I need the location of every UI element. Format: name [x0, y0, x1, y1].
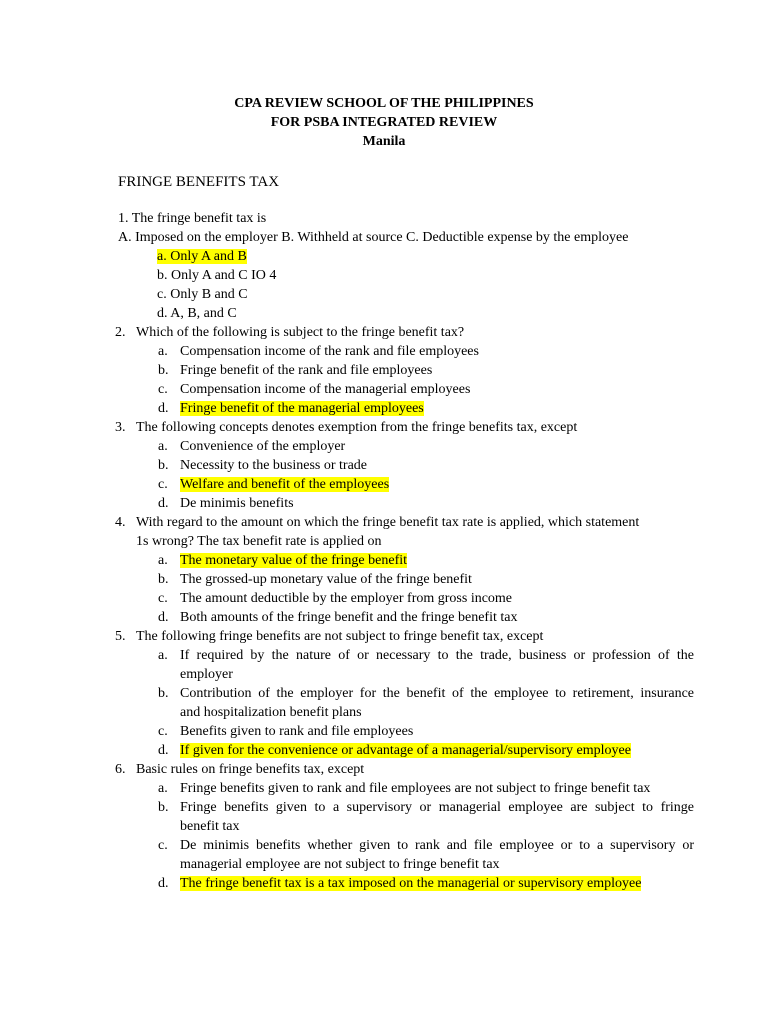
question-5-option-b-letter: b. — [158, 686, 169, 701]
question-2-option-a-letter: a. — [158, 344, 168, 359]
question-3-option-d: De minimis benefits — [180, 496, 294, 511]
answer-highlight: Welfare and benefit of the employees — [180, 477, 390, 492]
question-5-option-c: Benefits given to rank and file employees — [180, 724, 414, 739]
question-6-option-c-letter: c. — [158, 838, 168, 853]
question-6-number: 6. — [115, 762, 126, 777]
question-5-option-d-letter: d. — [158, 743, 169, 758]
question-1-option-d: d. A, B, and C — [157, 306, 237, 321]
question-5-option-a-line2: employer — [180, 667, 233, 682]
question-2-option-c: Compensation income of the managerial employees — [180, 382, 471, 397]
question-4-text-line2: 1s wrong? The tax benefit rate is applied on — [136, 534, 382, 549]
question-4-option-d-letter: d. — [158, 610, 169, 625]
question-1-statements: A. Imposed on the employer B. Withheld at source C. Deductible expense by the employee — [118, 230, 629, 245]
question-4-number: 4. — [115, 515, 126, 530]
question-6-option-b-letter: b. — [158, 800, 169, 815]
question-6-option-c-line2: managerial employee are not subject to fringe benefit tax — [180, 857, 500, 872]
question-4-option-a — [180, 551, 407, 570]
question-3-option-b: Necessity to the business or trade — [180, 458, 368, 473]
question-4-option-c: The amount deductible by the employer from gross income — [180, 591, 513, 606]
question-2-option-b-letter: b. — [158, 363, 169, 378]
question-5-option-b-line1: Contribution of the employer for the benefit of the employee to retirement, insurance — [180, 686, 694, 701]
question-6-option-c-line1: De minimis benefits whether given to rank and file employee or to a supervisory or — [180, 838, 694, 853]
question-5-option-d — [180, 741, 631, 760]
question-3-option-a: Convenience of the employer — [180, 439, 346, 454]
question-6-option-b-line2: benefit tax — [180, 819, 240, 834]
question-5-option-a-line1: If required by the nature of or necessary to the trade, business or profession of the — [180, 648, 694, 663]
answer-highlight: If given for the convenience or advantage of a managerial/supervisory employee — [180, 743, 631, 758]
section-title: FRINGE BENEFITS TAX — [118, 174, 280, 190]
question-4-option-c-letter: c. — [158, 591, 168, 606]
question-6-option-d-letter: d. — [158, 876, 169, 891]
header-location: Manila — [362, 134, 406, 149]
question-2-option-a: Compensation income of the rank and file employees — [180, 344, 479, 359]
question-4-option-b-letter: b. — [158, 572, 169, 587]
question-2-option-b: Fringe benefit of the rank and file employees — [180, 363, 433, 378]
question-5-option-a-letter: a. — [158, 648, 168, 663]
answer-highlight: The monetary value of the fringe benefit — [180, 553, 408, 568]
question-3-option-c — [180, 475, 389, 494]
question-1-option-b: b. Only A and C IO 4 — [157, 268, 277, 283]
question-6-option-a: Fringe benefits given to rank and file employees are not subject to fringe benefit tax — [180, 781, 651, 796]
question-5-option-c-letter: c. — [158, 724, 168, 739]
question-3-number: 3. — [115, 420, 126, 435]
question-5-option-b-line2: and hospitalization benefit plans — [180, 705, 362, 720]
answer-highlight: a. Only A and B — [157, 249, 247, 264]
question-5-text: The following fringe benefits are not subject to fringe benefit tax, except — [136, 629, 544, 644]
question-5-number: 5. — [115, 629, 126, 644]
question-2-option-c-letter: c. — [158, 382, 168, 397]
question-3-option-a-letter: a. — [158, 439, 168, 454]
question-3-text: The following concepts denotes exemption from the fringe benefits tax, except — [136, 420, 578, 435]
question-6-option-a-letter: a. — [158, 781, 168, 796]
question-2-text: Which of the following is subject to the fringe benefit tax? — [136, 325, 465, 340]
answer-highlight: The fringe benefit tax is a tax imposed on the managerial or supervisory employee — [180, 876, 642, 891]
question-4-option-d: Both amounts of the fringe benefit and the fringe benefit tax — [180, 610, 518, 625]
question-3-option-b-letter: b. — [158, 458, 169, 473]
question-4-option-a-letter: a. — [158, 553, 168, 568]
question-2-option-d — [180, 399, 424, 418]
answer-highlight: Fringe benefit of the managerial employees — [180, 401, 424, 416]
question-6-option-b-line1: Fringe benefits given to a supervisory or managerial employee are subject to fringe — [180, 800, 694, 815]
question-3-option-d-letter: d. — [158, 496, 169, 511]
question-4-text-line1: With regard to the amount on which the fringe benefit tax rate is applied, which statement — [136, 515, 640, 530]
question-2-option-d-letter: d. — [158, 401, 169, 416]
question-3-option-c-letter: c. — [158, 477, 168, 492]
question-1-option-c: c. Only B and C — [157, 287, 248, 302]
question-6-option-d — [180, 874, 641, 893]
question-2-number: 2. — [115, 325, 126, 340]
header-program: FOR PSBA INTEGRATED REVIEW — [270, 115, 498, 130]
header-school-name: CPA REVIEW SCHOOL OF THE PHILIPPINES — [234, 96, 534, 111]
question-6-text: Basic rules on fringe benefits tax, except — [136, 762, 365, 777]
question-1-option-a — [157, 247, 247, 266]
question-4-option-b: The grossed-up monetary value of the fringe benefit — [180, 572, 472, 587]
question-1-text: 1. The fringe benefit tax is — [118, 211, 267, 226]
